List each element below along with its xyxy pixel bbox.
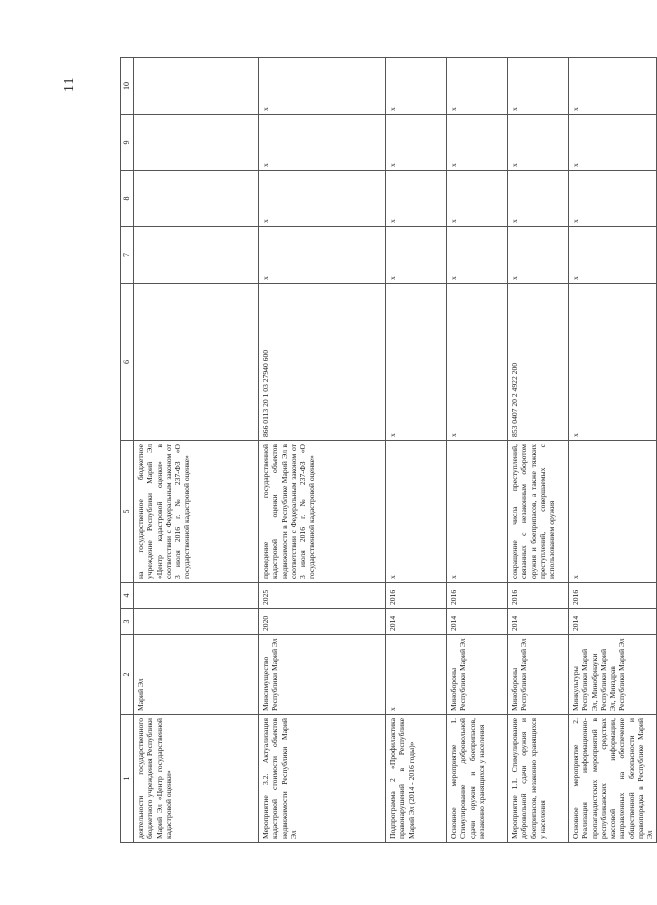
cell-c9: х: [508, 115, 569, 171]
cell-c9: [134, 115, 259, 171]
cell-c9: х: [569, 115, 657, 171]
page-number: 11: [62, 76, 77, 92]
col-header: 4: [121, 583, 134, 609]
table-row: [134, 58, 259, 843]
cell-c8: х: [508, 171, 569, 227]
cell-c8: х: [259, 171, 386, 227]
cell-start: 2014: [447, 609, 508, 635]
cell-result: х: [447, 441, 508, 583]
table-row: [259, 58, 386, 843]
cell-end: 2016: [447, 583, 508, 609]
cell-code: 866 0113 20 1 03 27940 600: [259, 284, 386, 441]
cell-c9: х: [386, 115, 447, 171]
table-row: [447, 58, 508, 843]
cell-end: [134, 583, 259, 609]
cell-c8: х: [569, 171, 657, 227]
cell-code: х: [569, 284, 657, 441]
cell-result: х: [569, 441, 657, 583]
cell-c7: х: [259, 227, 386, 284]
cell-start: 2014: [386, 609, 447, 635]
col-header: 7: [121, 227, 134, 284]
col-header: 3: [121, 609, 134, 635]
cell-c8: х: [447, 171, 508, 227]
cell-end: 2025: [259, 583, 386, 609]
cell-code: [134, 284, 259, 441]
cell-end: 2016: [386, 583, 447, 609]
table-row: [508, 58, 569, 843]
col-header: 8: [121, 171, 134, 227]
cell-name: Мероприятие 3.2. Актуализация кадастровой стоимости объектов недвижимости Республики Марий Эл: [259, 715, 386, 843]
cell-code: х: [386, 284, 447, 441]
cell-name: Основное мероприятие 2. Реализация информационно-пропагандистских мероприятий в республиканских средствах массовой информации, направленных на обеспечение общественной безопасности и правопорядка в Республике Марий Эл: [569, 715, 657, 843]
cell-executor: Минобороны Республики Марий Эл: [508, 635, 569, 715]
col-header: 9: [121, 115, 134, 171]
cell-c7: х: [386, 227, 447, 284]
cell-start: 2014: [569, 609, 657, 635]
col-header: 5: [121, 441, 134, 583]
cell-end: 2016: [569, 583, 657, 609]
cell-result: на государственное бюджетное учреждение Республики Марий Эл «Центр кадастровой оценки» в соответствии с Федеральным законом от 3 июля 2016 г. № 237-ФЗ «О государственной кадастровой оценке»: [134, 441, 259, 583]
col-header: 1: [121, 715, 134, 843]
cell-executor: Минсимущество Республики Марий Эл: [259, 635, 386, 715]
cell-c9: х: [259, 115, 386, 171]
cell-c9: х: [447, 115, 508, 171]
cell-start: [134, 609, 259, 635]
col-header: 6: [121, 284, 134, 441]
cell-c10: х: [259, 58, 386, 115]
cell-c10: [134, 58, 259, 115]
cell-executor: Марий Эл: [134, 635, 259, 715]
cell-c10: х: [447, 58, 508, 115]
cell-result: сокращение числа преступлений, связанных с незаконным оборотом оружия и боеприпасов, а также тяжких преступлений, совершаемых с использованием оружия: [508, 441, 569, 583]
cell-start: 2020: [259, 609, 386, 635]
cell-name: Мероприятие 1.1. Стимулирование добровольной сдачи оружия и боеприпасов, незаконно хранящихся у населения: [508, 715, 569, 843]
cell-code: х: [447, 284, 508, 441]
cell-name: Подпрограмма 2 «Профилактика правонарушений в Республике Марий Эл (2014 - 2016 годы)»: [386, 715, 447, 843]
cell-executor: Минобороны Республики Марий Эл: [447, 635, 508, 715]
cell-c10: х: [508, 58, 569, 115]
cell-result: проведение государственной кадастровой оценки объектов недвижимости в Республике Марий Эл в соответствии с Федеральным законом от 3 июля 2016 г. № 237-ФЗ «О государственной кадастровой оценке»: [259, 441, 386, 583]
cell-c7: [134, 227, 259, 284]
cell-c7: х: [447, 227, 508, 284]
cell-c10: х: [386, 58, 447, 115]
cell-name: деятельности государственного бюджетного учреждения Республики Марий Эл «Центр государственной кадастровой оценки»: [134, 715, 259, 843]
col-header: 2: [121, 635, 134, 715]
cell-c10: х: [569, 58, 657, 115]
cell-executor: х: [386, 635, 447, 715]
cell-result: х: [386, 441, 447, 583]
cell-c8: х: [386, 171, 447, 227]
table-row: [569, 58, 657, 843]
header-row: [121, 58, 134, 843]
cell-executor: Минкультуры Республики Марий Эл, Минобрнауки Республики Марий Эл, Минздрав Республики Марий Эл: [569, 635, 657, 715]
cell-end: 2016: [508, 583, 569, 609]
cell-c8: [134, 171, 259, 227]
cell-c7: х: [569, 227, 657, 284]
cell-c7: х: [508, 227, 569, 284]
cell-name: Основное мероприятие 1. Стимулирование добровольной сдачи оружия и боеприпасов, незаконно хранящихся у населения: [447, 715, 508, 843]
cell-code: 853 0407 20 2 4922 200: [508, 284, 569, 441]
table-row: [386, 58, 447, 843]
col-header: 10: [121, 58, 134, 115]
program-table: [120, 57, 657, 843]
cell-start: 2014: [508, 609, 569, 635]
